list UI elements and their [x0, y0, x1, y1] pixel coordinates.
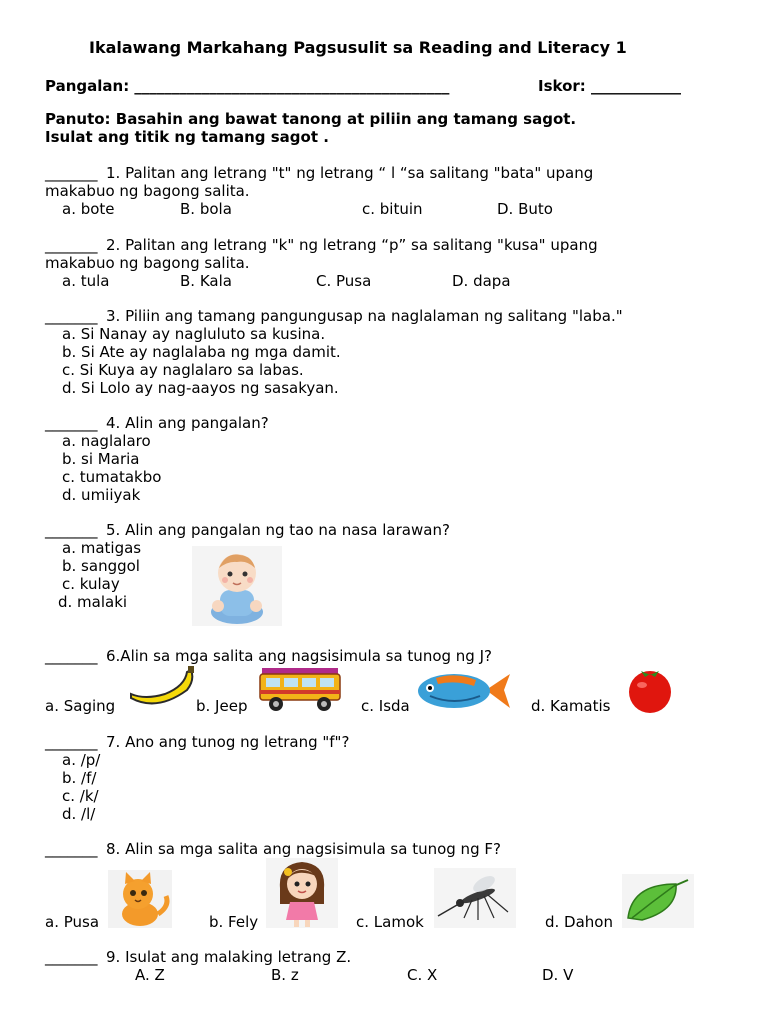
- choice-8a: a. Pusa: [45, 913, 100, 931]
- cat-picture: [108, 870, 172, 928]
- answer-blank: _______: [45, 236, 98, 254]
- choice-5d: d. malaki: [58, 593, 128, 611]
- mosquito-picture: [434, 868, 516, 928]
- choice-2a: a. tula: [62, 272, 110, 290]
- question-1-text: 1. Palitan ang letrang "t" ng letrang “ l “sa salitang "bata" upang: [106, 164, 594, 182]
- choice-4d: d. umiiyak: [62, 486, 141, 504]
- banana-picture: [127, 664, 199, 712]
- fish-picture: [416, 668, 512, 714]
- girl-picture: [266, 858, 338, 928]
- question-7-text: 7. Ano ang tunog ng letrang "f"?: [106, 733, 350, 751]
- baby-picture: [192, 546, 282, 626]
- choice-8b: b. Fely: [209, 913, 259, 931]
- question-8-text: 8. Alin sa mga salita ang nagsisimula sa tunog ng F?: [106, 840, 501, 858]
- choice-3d: d. Si Lolo ay nag-aayos ng sasakyan.: [62, 379, 339, 397]
- choice-6a: a. Saging: [45, 697, 116, 715]
- choice-5b: b. sanggol: [62, 557, 140, 575]
- choice-2c: C. Pusa: [316, 272, 372, 290]
- choice-7a: a. /p/: [62, 751, 101, 769]
- answer-blank: _______: [45, 307, 98, 325]
- answer-blank: _______: [45, 733, 98, 751]
- question-2-text-cont: makabuo ng bagong salita.: [45, 254, 250, 272]
- answer-blank: _______: [45, 414, 98, 432]
- choice-8c: c. Lamok: [356, 913, 424, 931]
- choice-2d: D. dapa: [452, 272, 511, 290]
- choice-1d: D. Buto: [497, 200, 553, 218]
- choice-1b: B. bola: [180, 200, 232, 218]
- choice-9d: D. V: [542, 966, 574, 984]
- question-9-text: 9. Isulat ang malaking letrang Z.: [106, 948, 352, 966]
- choice-9b: B. z: [271, 966, 299, 984]
- choice-3a: a. Si Nanay ay nagluluto sa kusina.: [62, 325, 326, 343]
- choice-6b: b. Jeep: [196, 697, 248, 715]
- choice-2b: B. Kala: [180, 272, 232, 290]
- choice-8d: d. Dahon: [545, 913, 613, 931]
- question-6-text: 6.Alin sa mga salita ang nagsisimula sa tunog ng J?: [106, 647, 492, 665]
- tomato-picture: [623, 665, 677, 713]
- question-2-text: 2. Palitan ang letrang "k" ng letrang “p” sa salitang "kusa" upang: [106, 236, 598, 254]
- choice-6d: d. Kamatis: [531, 697, 611, 715]
- leaf-picture: [622, 874, 694, 928]
- question-3-text: 3. Piliin ang tamang pangungusap na naglalaman ng salitang "laba.": [106, 307, 623, 325]
- question-4-text: 4. Alin ang pangalan?: [106, 414, 269, 432]
- score-field-label: Iskor: ____________: [538, 77, 682, 95]
- question-5-text: 5. Alin ang pangalan ng tao na nasa larawan?: [106, 521, 450, 539]
- question-1-text-cont: makabuo ng bagong salita.: [45, 182, 250, 200]
- answer-blank: _______: [45, 521, 98, 539]
- choice-5a: a. matigas: [62, 539, 142, 557]
- choice-9c: C. X: [407, 966, 438, 984]
- choice-4b: b. si Maria: [62, 450, 140, 468]
- choice-5c: c. kulay: [62, 575, 120, 593]
- answer-blank: _______: [45, 948, 98, 966]
- choice-7c: c. /k/: [62, 787, 99, 805]
- answer-blank: _______: [45, 164, 98, 182]
- name-field-label: Pangalan: __________________________________________: [45, 77, 450, 95]
- choice-9a: A. Z: [135, 966, 165, 984]
- answer-blank: _______: [45, 840, 98, 858]
- choice-1a: a. bote: [62, 200, 115, 218]
- choice-4a: a. naglalaro: [62, 432, 151, 450]
- jeep-picture: [256, 664, 344, 714]
- choice-3c: c. Si Kuya ay naglalaro sa labas.: [62, 361, 304, 379]
- choice-1c: c. bituin: [362, 200, 423, 218]
- answer-blank: _______: [45, 647, 98, 665]
- choice-4c: c. tumatakbo: [62, 468, 162, 486]
- page-title: Ikalawang Markahang Pagsusulit sa Reading and Literacy 1: [89, 38, 627, 57]
- instructions-line-2: Isulat ang titik ng tamang sagot .: [45, 128, 329, 146]
- instructions-line-1: Panuto: Basahin ang bawat tanong at piliin ang tamang sagot.: [45, 110, 577, 128]
- choice-7b: b. /f/: [62, 769, 97, 787]
- choice-7d: d. /l/: [62, 805, 96, 823]
- choice-3b: b. Si Ate ay naglalaba ng mga damit.: [62, 343, 341, 361]
- choice-6c: c. Isda: [361, 697, 410, 715]
